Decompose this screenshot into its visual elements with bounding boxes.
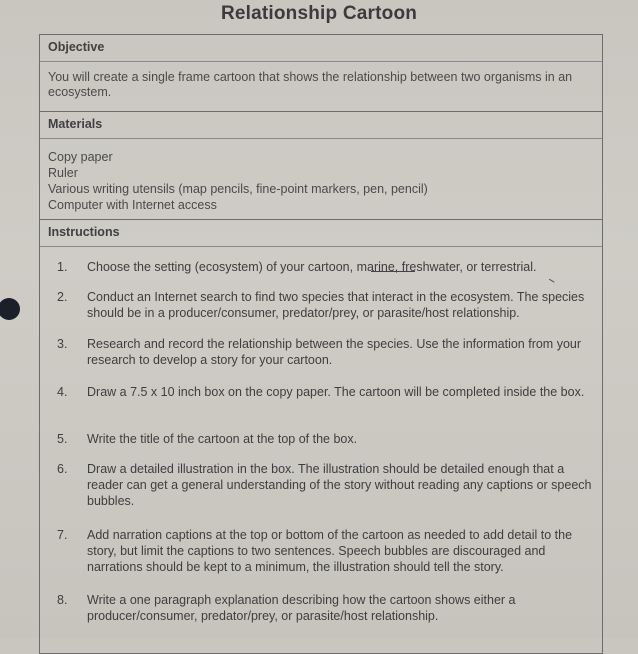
list-item: Ruler — [48, 166, 78, 180]
step-number: 8. — [57, 593, 68, 607]
binder-hole — [0, 298, 20, 320]
step-text: Draw a 7.5 x 10 inch box on the copy paper. The cartoon will be completed inside the box. — [87, 385, 585, 399]
step-number: 1. — [57, 260, 68, 274]
step-number: 6. — [57, 462, 68, 476]
step-number: 2. — [57, 290, 68, 304]
instructions-header — [40, 220, 602, 247]
instructions-heading: Instructions — [48, 225, 120, 239]
list-item: Copy paper — [48, 150, 113, 164]
pen-underline — [371, 271, 415, 272]
materials-list — [48, 149, 428, 213]
step-text: Conduct an Internet search to find two species that interact in the ecosystem. The species should be in a producer/consumer, predator/prey, or parasite/host relationship. — [87, 290, 585, 320]
step-number: 4. — [57, 385, 68, 399]
step-text: Research and record the relationship between the species. Use the information from your research to develop a story for your cartoon. — [87, 337, 582, 367]
step-number: 7. — [57, 528, 68, 542]
materials-heading: Materials — [48, 117, 103, 131]
step-number: 5. — [57, 432, 68, 446]
step-text: Add narration captions at the top or bottom of the cartoon as needed to add detail to the story, but limit the captions to two sentences. Speech bubbles are discouraged and narrations should be kept to a minimum, the illustration should tell the story. — [87, 528, 573, 574]
pen-mark — [547, 279, 554, 285]
page-title: Relationship Cartoon — [220, 3, 418, 24]
materials-header — [40, 112, 602, 139]
list-item: Various writing utensils (map pencils, fine-point markers, pen, pencil) — [48, 182, 428, 196]
objective-heading: Objective — [48, 40, 105, 54]
assignment-table — [39, 34, 603, 654]
step-number: 3. — [57, 337, 68, 351]
step-text: Write a one paragraph explanation describing how the cartoon shows either a producer/consumer, predator/prey, or parasite/host relationship. — [87, 593, 516, 623]
step-text: Choose the setting (ecosystem) of your cartoon, marine, freshwater, or terrestrial. — [87, 260, 537, 274]
list-item: Computer with Internet access — [48, 198, 217, 212]
step-text: Write the title of the cartoon at the top of the box. — [87, 432, 358, 446]
objective-header — [40, 35, 602, 62]
step-text: Draw a detailed illustration in the box. The illustration should be detailed enough that a reader can get a general understanding of the story without reading any captions or speech bubbles. — [87, 462, 592, 508]
objective-text: You will create a single frame cartoon that shows the relationship between two organisms in an ecosystem. — [48, 70, 573, 99]
